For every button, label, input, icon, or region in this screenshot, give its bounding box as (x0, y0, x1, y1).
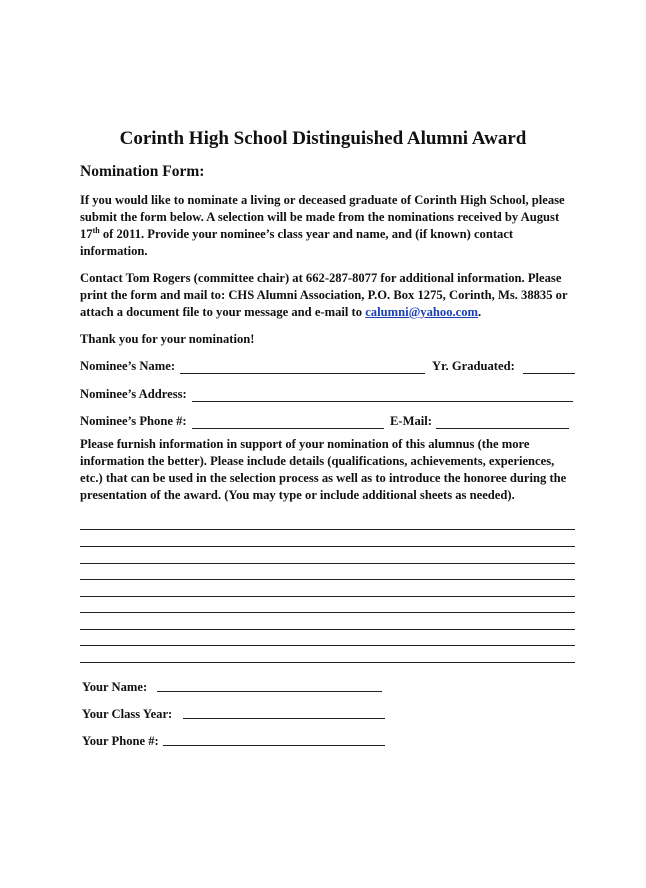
ordinal-suffix: th (92, 225, 100, 235)
intro-text: If you would like to nominate a living or deceased graduate of Corinth High School, please submit the form below. A selection will be made from the nominations received by August 17 (80, 193, 565, 241)
support-paragraph: Please furnish information in support of your nomination of this alumnus (the more information the better). Please include details (qualifications, achievements, experiences, etc.) that can be used in the selection process as well as to introduce the honoree during the presentation of the award. (You may type or include additional sheets as needed). (80, 437, 567, 502)
support-line[interactable] (80, 596, 575, 597)
email-label: E-Mail: (390, 414, 432, 428)
support-line[interactable] (80, 662, 575, 663)
your-class-year-field[interactable] (183, 718, 385, 719)
nominee-name-label: Nominee’s Name: (80, 359, 176, 373)
email-field[interactable] (436, 428, 569, 429)
support-line[interactable] (80, 529, 575, 530)
nominee-address-field[interactable] (192, 401, 573, 402)
nominee-phone-field[interactable] (192, 428, 384, 429)
page-title: Corinth High School Distinguished Alumni Award (119, 128, 527, 149)
contact-period: . (478, 305, 482, 319)
your-phone-label: Your Phone #: (82, 734, 159, 748)
intro-text-continued: of 2011. Provide your nominee’s class year and name, and (if known) contact information. (80, 227, 514, 258)
support-line[interactable] (80, 563, 575, 564)
contact-text: Contact Tom Rogers (committee chair) at 662-287-8077 for additional information. Please print the form and mail to: CHS Alumni Association, P.O. Box 1275, Corinth, Ms. 38835 or attach a document file to your message and e-mail to (80, 271, 568, 319)
your-name-field[interactable] (157, 691, 382, 692)
email-link[interactable]: calumni@yahoo.com (365, 305, 479, 319)
form-heading: Nomination Form: (80, 163, 205, 180)
nominee-phone-label: Nominee’s Phone #: (80, 414, 187, 428)
thanks-text: Thank you for your nomination! (80, 332, 255, 346)
contact-paragraph (80, 270, 580, 321)
support-line[interactable] (80, 645, 575, 646)
your-class-year-label: Your Class Year: (82, 707, 173, 721)
yr-graduated-label: Yr. Graduated: (432, 359, 515, 373)
your-name-label: Your Name: (82, 680, 148, 694)
support-line[interactable] (80, 579, 575, 580)
support-line[interactable] (80, 612, 575, 613)
nominee-address-label: Nominee’s Address: (80, 387, 187, 401)
intro-paragraph (80, 192, 580, 260)
your-phone-field[interactable] (163, 745, 385, 746)
support-line[interactable] (80, 546, 575, 547)
yr-graduated-field[interactable] (523, 373, 575, 374)
nominee-name-field[interactable] (180, 373, 425, 374)
support-line[interactable] (80, 629, 575, 630)
